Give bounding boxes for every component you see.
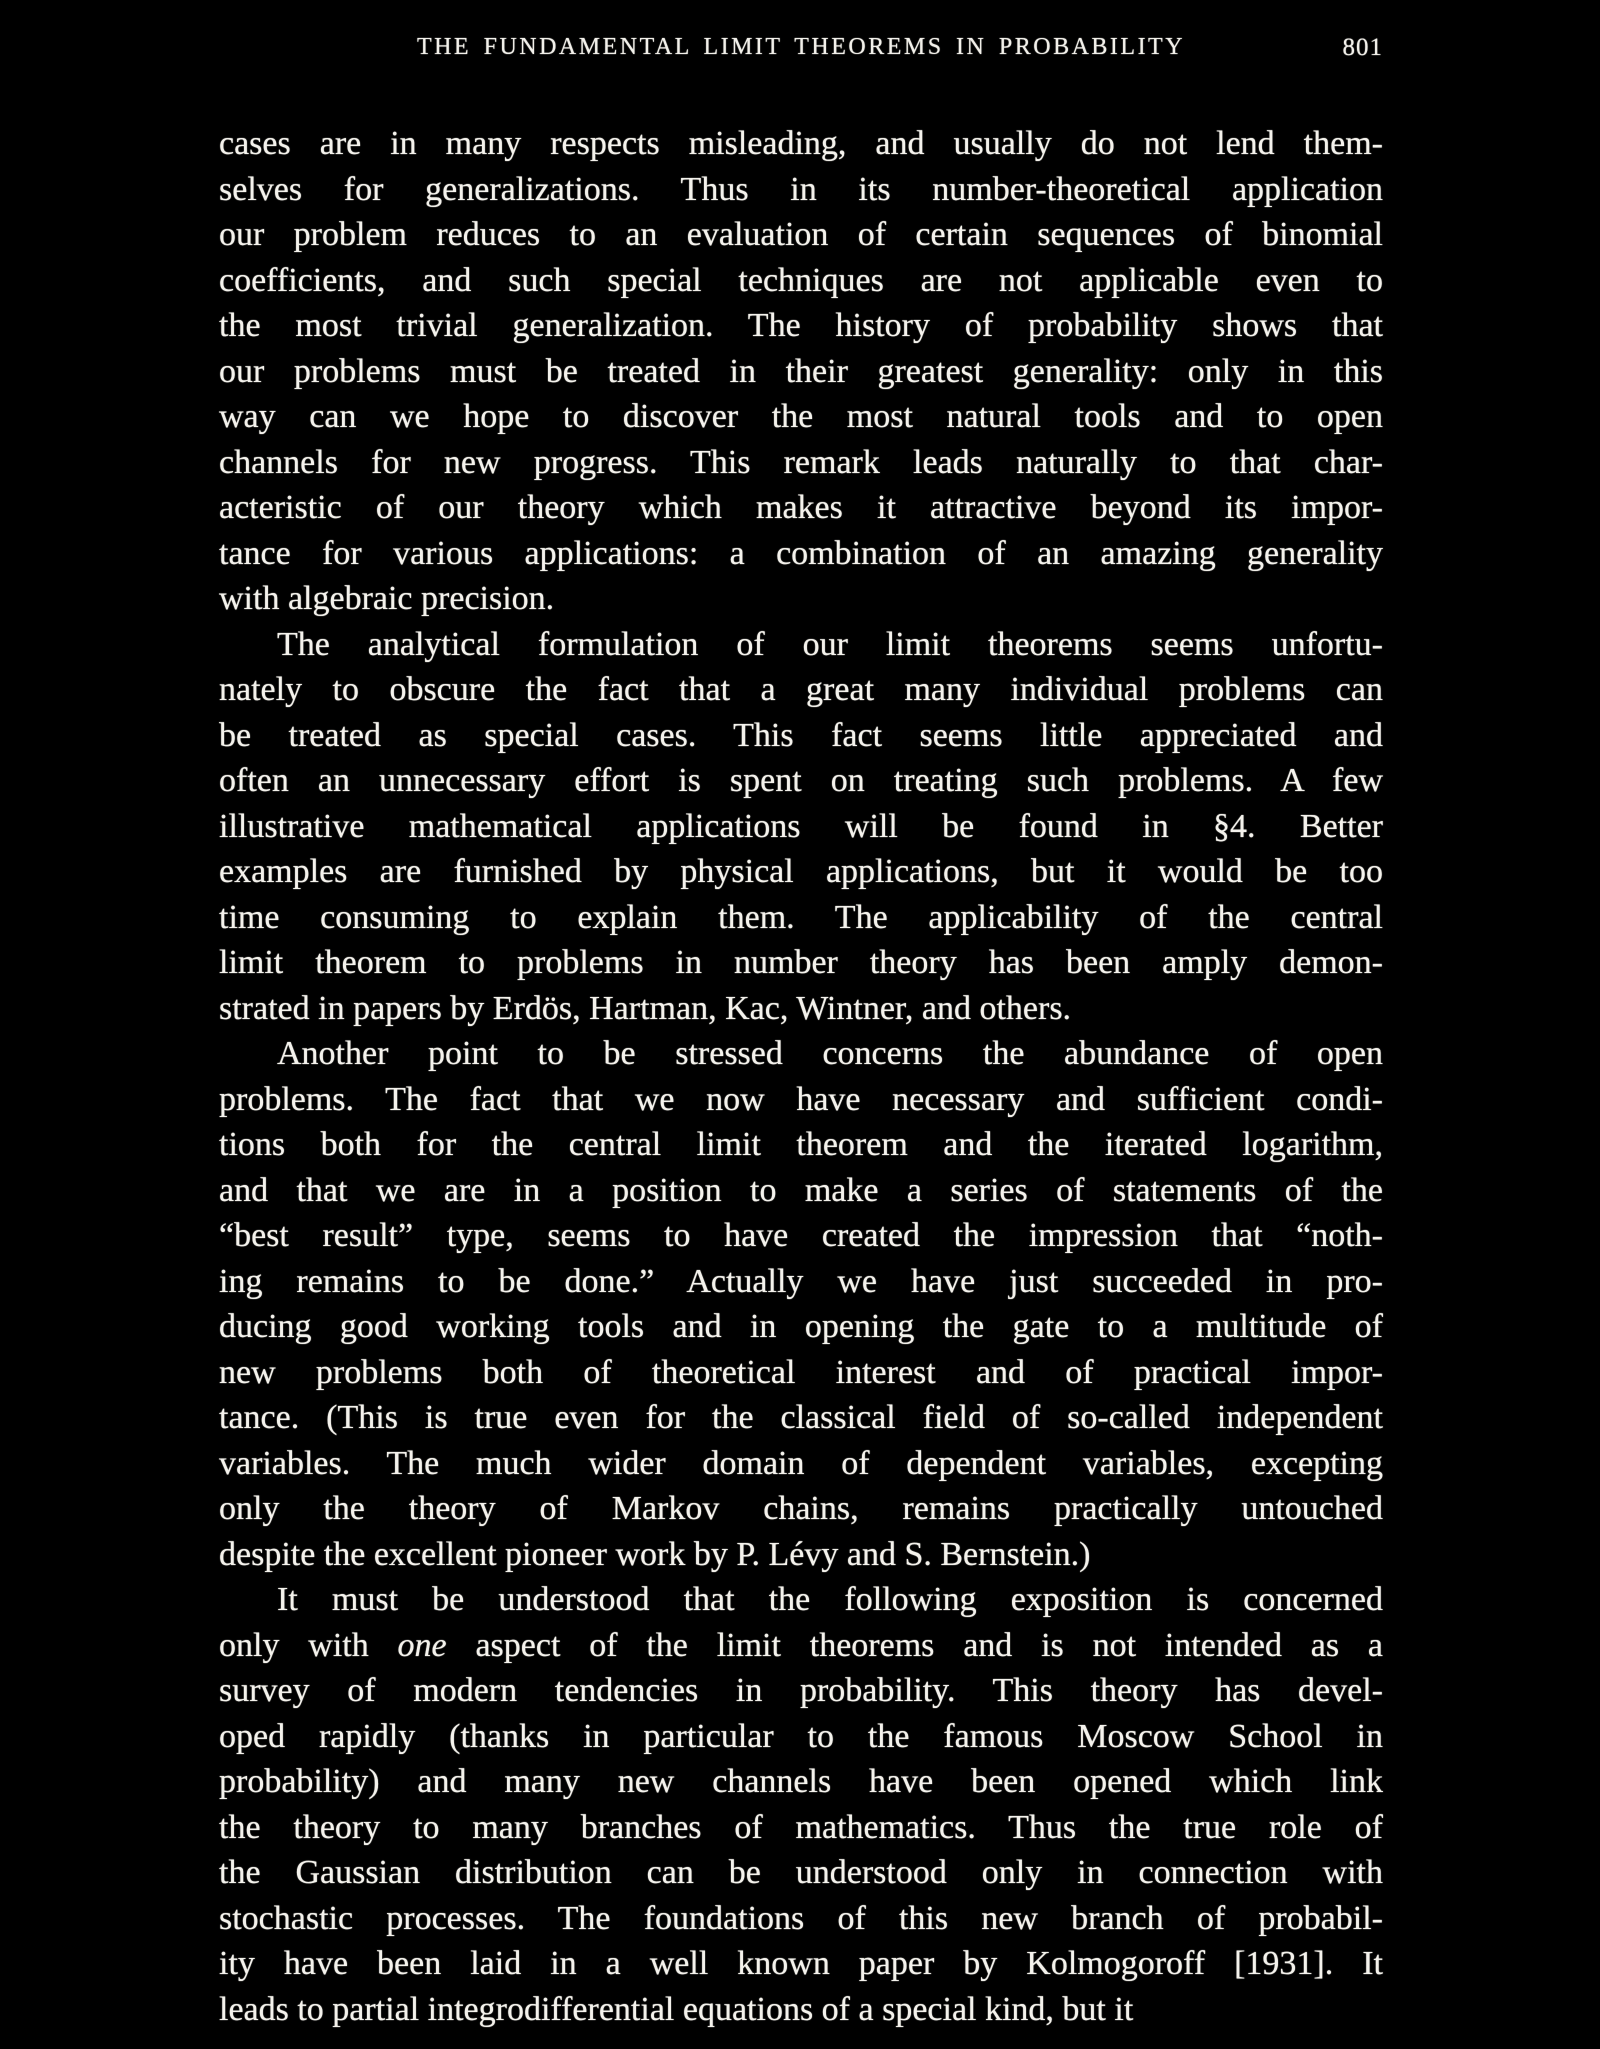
text-line: survey of modern tendencies in probability. This theory has devel- xyxy=(219,1672,1383,1709)
text-line: variables. The much wider domain of dependent variables, excepting xyxy=(219,1444,1383,1482)
text-line: It must be understood that the following exposition is concerned xyxy=(277,1581,1383,1618)
paragraph xyxy=(219,1577,1383,2032)
text-line: probability) and many new channels have been opened which link xyxy=(219,1763,1383,1800)
text-line: stochastic processes. The foundations of this new branch of probabil- xyxy=(219,1899,1383,1937)
text-line: ducing good working tools and in opening the gate to a multitude of xyxy=(219,1308,1383,1345)
text-line: ing remains to be done.” Actually we have just succeeded in pro- xyxy=(219,1262,1383,1300)
text-line: the theory to many branches of mathematics. Thus the true role of xyxy=(219,1808,1383,1846)
text-line: be treated as special cases. This fact seems little appreciated and xyxy=(219,716,1383,754)
text-line: limit theorem to problems in number theory has been amply demon- xyxy=(219,944,1383,981)
page-number: 801 xyxy=(1342,34,1383,61)
text-line: leads to partial integrodifferential equations of a special kind, but it xyxy=(219,1990,1134,2028)
paragraph xyxy=(219,1031,1383,1577)
text-line: the most trivial generalization. The history of probability shows that xyxy=(219,307,1383,344)
text-line: our problem reduces to an evaluation of certain sequences of binomial xyxy=(219,216,1383,253)
text-line: examples are furnished by physical applications, but it would be too xyxy=(219,853,1383,890)
text-line: the Gaussian distribution can be understood only in connection with xyxy=(219,1854,1383,1891)
text-line: only the theory of Markov chains, remains practically untouched xyxy=(219,1490,1383,1527)
text-line: way can we hope to discover the most natural tools and to open xyxy=(219,398,1383,435)
paragraph xyxy=(219,121,1383,622)
text-line: illustrative mathematical applications will be found in §4. Better xyxy=(219,807,1383,845)
text-line: Another point to be stressed concerns the abundance of open xyxy=(277,1035,1383,1072)
running-head-title: THE FUNDAMENTAL LIMIT THEOREMS IN PROBABILITY xyxy=(416,34,1186,60)
text-line: and that we are in a position to make a series of statements of the xyxy=(219,1171,1383,1209)
text-line: strated in papers by Erdös, Hartman, Kac, Wintner, and others. xyxy=(219,989,1072,1027)
text-column xyxy=(219,0,1383,2049)
text-line: problems. The fact that we now have necessary and sufficient condi- xyxy=(219,1080,1383,1118)
text-line: tance for various applications: a combination of an amazing generality xyxy=(219,534,1383,572)
text-line: only with one aspect of the limit theorems and is not intended as a xyxy=(219,1626,1383,1664)
text-line: with algebraic precision. xyxy=(219,580,555,617)
text-line: time consuming to explain them. The applicability of the central xyxy=(219,898,1383,936)
text-line: channels for new progress. This remark leads naturally to that char- xyxy=(219,443,1383,481)
text-line: “best result” type, seems to have created the impression that “noth- xyxy=(219,1217,1383,1254)
text-line: new problems both of theoretical interest and of practical impor- xyxy=(219,1353,1383,1391)
text-line: coefficients, and such special techniques are not applicable even to xyxy=(219,261,1383,299)
text-line: tance. (This is true even for the classical field of so-called independent xyxy=(219,1399,1383,1436)
running-header xyxy=(219,34,1383,68)
text-line: nately to obscure the fact that a great many individual problems can xyxy=(219,671,1383,708)
text-line: despite the excellent pioneer work by P. Lévy and S. Bernstein.) xyxy=(219,1535,1091,1573)
text-line: ity have been laid in a well known paper by Kolmogoroff [1931]. It xyxy=(219,1945,1383,1982)
text-line: acteristic of our theory which makes it attractive beyond its impor- xyxy=(219,489,1383,526)
paragraph xyxy=(219,622,1383,1032)
text-line: our problems must be treated in their greatest generality: only in this xyxy=(219,352,1383,390)
text-line: cases are in many respects misleading, and usually do not lend them- xyxy=(219,125,1383,162)
text-line: The analytical formulation of our limit theorems seems unfortu- xyxy=(277,625,1383,663)
text-line: tions both for the central limit theorem and the iterated logarithm, xyxy=(219,1126,1383,1163)
text-line: oped rapidly (thanks in particular to the famous Moscow School in xyxy=(219,1717,1383,1755)
page-body xyxy=(219,121,1383,2032)
text-line: selves for generalizations. Thus in its number-theoretical application xyxy=(219,170,1383,208)
text-line: often an unnecessary effort is spent on treating such problems. A few xyxy=(219,762,1383,799)
